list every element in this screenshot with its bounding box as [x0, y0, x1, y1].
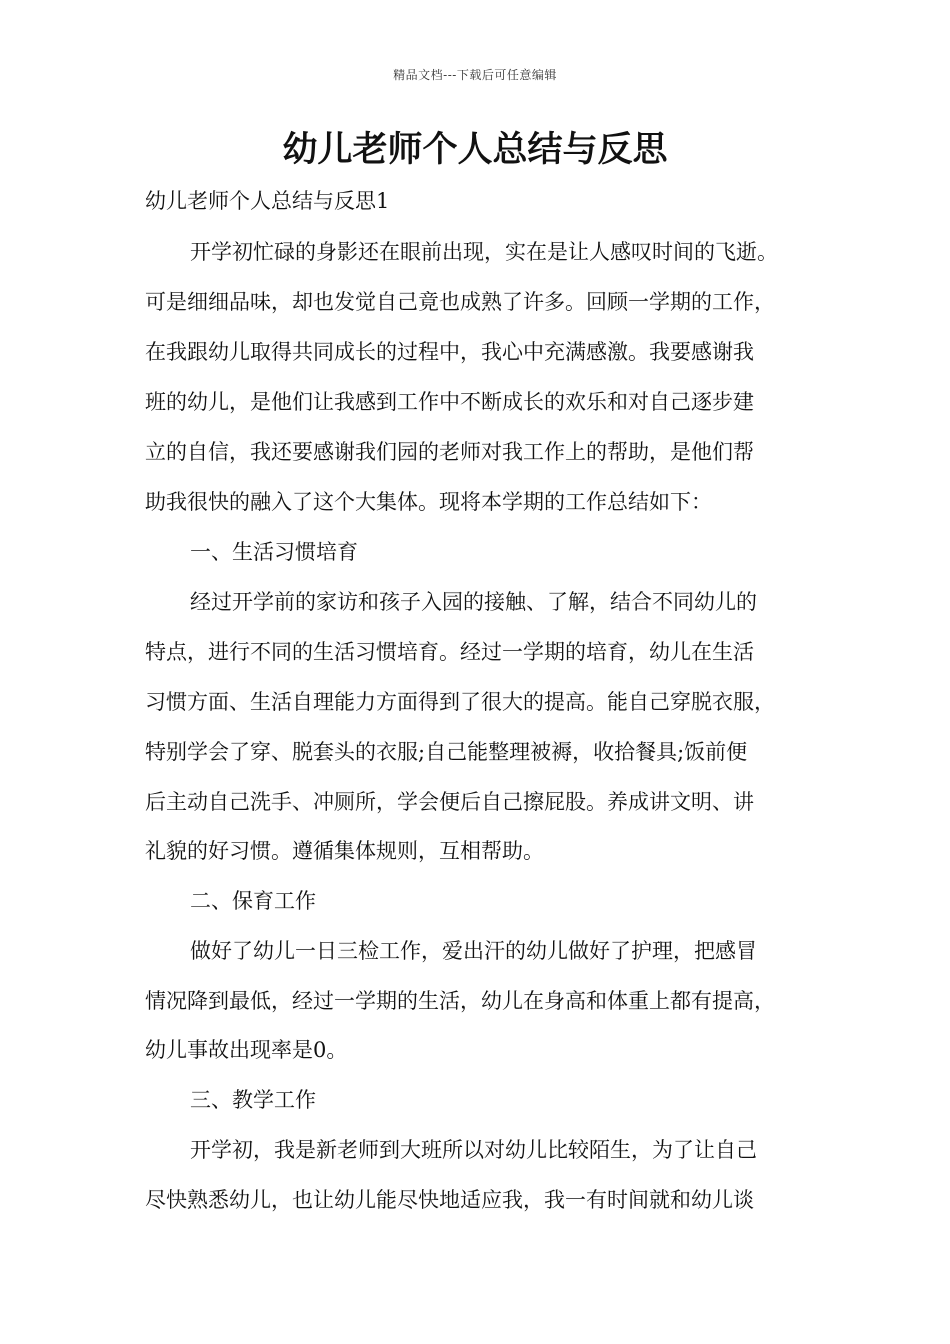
paragraph-line: 助我很快的融入了这个大集体。现将本学期的工作总结如下： — [145, 490, 712, 514]
section-heading: 二、保育工作 — [190, 889, 316, 913]
paragraph-line: 班的幼儿，是他们让我感到工作中不断成长的欢乐和对自己逐步建 — [145, 390, 754, 414]
paragraph-line: 开学初忙碌的身影还在眼前出现，实在是让人感叹时间的飞逝。 — [190, 240, 778, 264]
header-note: 精品文档---下载后可任意编辑 — [393, 68, 557, 82]
section-heading: 一、生活习惯培育 — [190, 540, 358, 564]
paragraph-line: 立的自信，我还要感谢我们园的老师对我工作上的帮助，是他们帮 — [145, 440, 754, 464]
paragraph-line: 特点，进行不同的生活习惯培育。经过一学期的培育，幼儿在生活 — [145, 640, 754, 664]
paragraph-line: 开学初，我是新老师到大班所以对幼儿比较陌生，为了让自己 — [190, 1138, 757, 1162]
subtitle-line: 幼儿老师个人总结与反思1 — [145, 189, 390, 213]
paragraph-line: 情况降到最低，经过一学期的生活，幼儿在身高和体重上都有提高， — [145, 989, 775, 1013]
paragraph-line: 幼儿事故出现率是0。 — [145, 1038, 348, 1062]
paragraph-line: 做好了幼儿一日三检工作，爱出汗的幼儿做好了护理，把感冒 — [190, 939, 757, 963]
paragraph-line: 礼貌的好习惯。遵循集体规则，互相帮助。 — [145, 839, 544, 863]
paragraph-line: 特别学会了穿、脱套头的衣服;自己能整理被褥，收拾餐具;饭前便 — [145, 740, 748, 764]
paragraph-line: 经过开学前的家访和孩子入园的接触、了解，结合不同幼儿的 — [190, 590, 757, 614]
section-heading: 三、教学工作 — [190, 1088, 316, 1112]
paragraph-line: 习惯方面、生活自理能力方面得到了很大的提高。能自己穿脱衣服， — [145, 690, 775, 714]
paragraph-line: 在我跟幼儿取得共同成长的过程中，我心中充满感激。我要感谢我 — [145, 340, 754, 364]
paragraph-line: 可是细细品味，却也发觉自己竟也成熟了许多。回顾一学期的工作， — [145, 290, 775, 314]
paragraph-line: 尽快熟悉幼儿，也让幼儿能尽快地适应我，我一有时间就和幼儿谈 — [145, 1188, 754, 1212]
paragraph-line: 后主动自己洗手、冲厕所，学会便后自己擦屁股。养成讲文明、讲 — [145, 790, 754, 814]
document-title: 幼儿老师个人总结与反思 — [282, 129, 668, 170]
